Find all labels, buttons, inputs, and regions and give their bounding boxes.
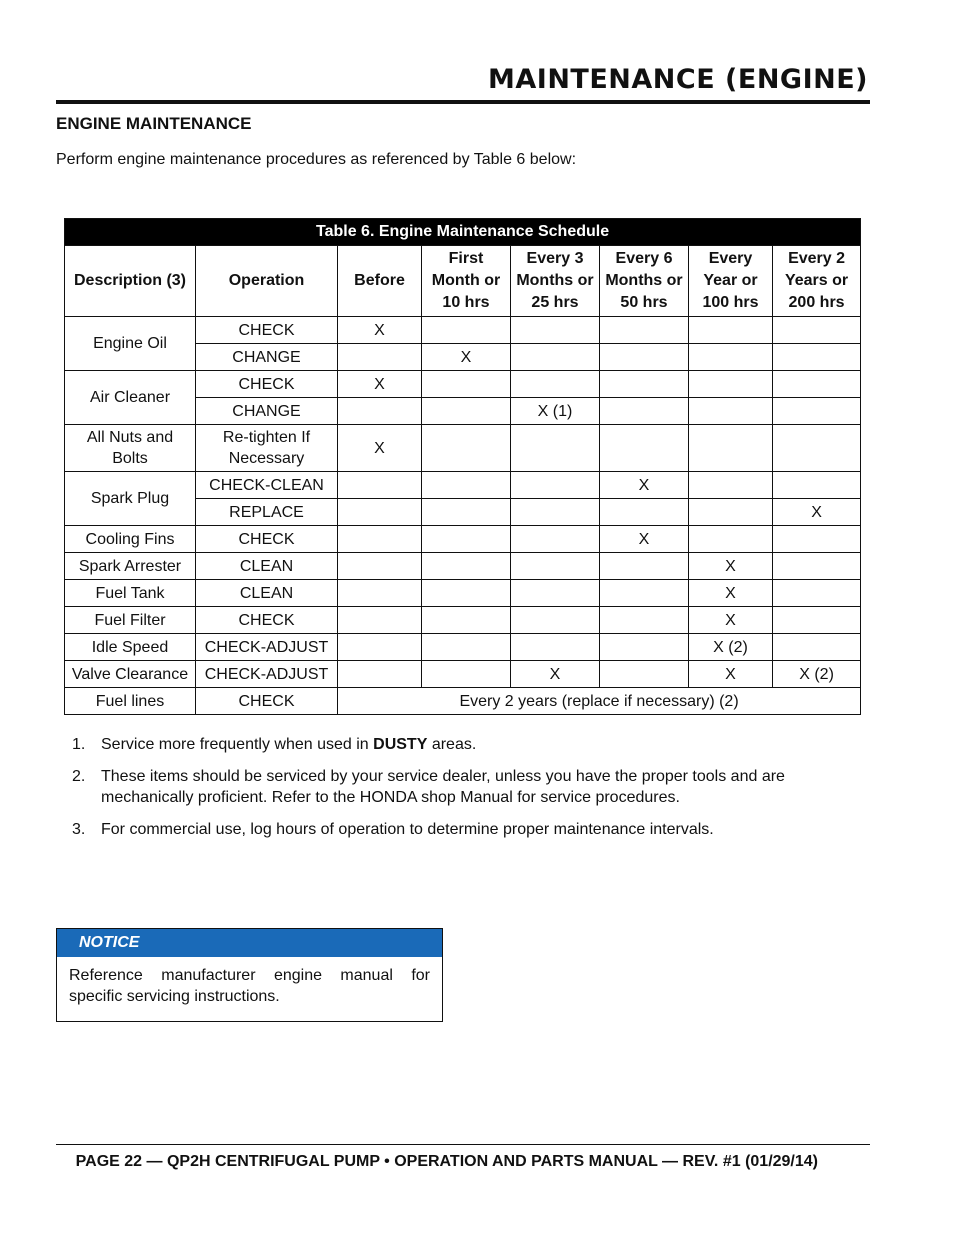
item-fuel-tank: Fuel Tank [65,580,196,607]
op-cell: CHECK [196,607,338,634]
mark-cell: X [689,580,773,607]
header-every-year: Every Year or 100 hrs [689,246,773,317]
table-header-row [65,246,861,317]
mark-cell: X [689,661,773,688]
header-first-month: First Month or 10 hrs [422,246,511,317]
op-cell: CHECK [196,526,338,553]
header-every-6-months: Every 6 Months or 50 hrs [600,246,689,317]
list-item [72,766,862,808]
table-row [65,688,861,715]
op-cell: CHANGE [196,398,338,425]
fuel-lines-note: Every 2 years (replace if necessary) (2) [338,688,861,715]
page-footer: PAGE 22 — QP2H CENTRIFUGAL PUMP • OPERATION AND PARTS MANUAL — REV. #1 (01/29/14) [75,1153,818,1170]
item-fuel-filter: Fuel Filter [65,607,196,634]
op-cell: CHECK [196,688,338,715]
mark-cell: X [600,472,689,499]
list-item [72,819,862,840]
notice-box [56,928,443,1022]
footnote-number: 3. [72,821,86,838]
mark-cell: X (2) [689,634,773,661]
mark-cell: X [689,553,773,580]
mark-cell: X [338,317,422,344]
table-row [65,526,861,553]
title-rule [56,100,870,104]
item-idle-speed: Idle Speed [65,634,196,661]
op-cell: CHECK-ADJUST [196,661,338,688]
header-before: Before [338,246,422,317]
page-title: MAINTENANCE (ENGINE) [488,64,868,95]
op-cell: CLEAN [196,580,338,607]
mark-cell: X [422,344,511,371]
item-cooling-fins: Cooling Fins [65,526,196,553]
mark-cell: X [600,526,689,553]
list-item [72,734,862,755]
footnote-text: Service more frequently when used in DUSTY areas. [101,736,477,753]
op-cell: CHECK [196,371,338,398]
table-row [65,371,861,398]
op-cell: CLEAN [196,553,338,580]
maintenance-schedule-table [64,218,861,715]
table-row [65,553,861,580]
item-spark-plug: Spark Plug [65,472,196,526]
header-operation: Operation [196,246,338,317]
op-cell: CHECK-ADJUST [196,634,338,661]
item-valve-clearance: Valve Clearance [65,661,196,688]
table-row [65,425,861,472]
item-nuts-bolts: All Nuts and Bolts [65,425,196,472]
op-cell: CHECK [196,317,338,344]
footnote-text: For commercial use, log hours of operation to determine proper maintenance intervals. [101,821,714,838]
table-row [65,634,861,661]
notice-label: NOTICE [57,929,442,957]
header-every-3-months: Every 3 Months or 25 hrs [511,246,600,317]
op-cell: CHANGE [196,344,338,371]
op-cell: REPLACE [196,499,338,526]
mark-cell: X [511,661,600,688]
table-row [65,317,861,344]
item-fuel-lines: Fuel lines [65,688,196,715]
op-cell: CHECK-CLEAN [196,472,338,499]
item-engine-oil: Engine Oil [65,317,196,371]
table-caption: Table 6. Engine Maintenance Schedule [65,219,861,246]
footnote-number: 2. [72,768,86,785]
footnote-text: These items should be serviced by your service dealer, unless you have the proper tools and are mechanically proficient. Refer to the HONDA shop Manual for service procedures. [101,768,785,806]
mark-cell: X [338,425,422,472]
footer-rule [56,1144,870,1145]
header-every-2-years: Every 2 Years or 200 hrs [773,246,861,317]
op-cell: Re-tighten If Necessary [196,425,338,472]
item-air-cleaner: Air Cleaner [65,371,196,425]
section-heading: ENGINE MAINTENANCE [56,114,252,133]
mark-cell: X (2) [773,661,861,688]
table-row [65,607,861,634]
mark-cell: X [689,607,773,634]
footnotes-list [72,734,862,851]
mark-cell: X [773,499,861,526]
intro-text: Perform engine maintenance procedures as referenced by Table 6 below: [56,151,577,168]
notice-text: Reference manufacturer engine manual for specific servicing instructions. [69,967,430,1005]
item-spark-arrester: Spark Arrester [65,553,196,580]
footnote-number: 1. [72,736,86,753]
table-row [65,580,861,607]
footnote-emphasis: DUSTY [373,736,428,753]
table-row [65,661,861,688]
header-description: Description (3) [65,246,196,317]
mark-cell: X (1) [511,398,600,425]
mark-cell: X [338,371,422,398]
table-row [65,472,861,499]
